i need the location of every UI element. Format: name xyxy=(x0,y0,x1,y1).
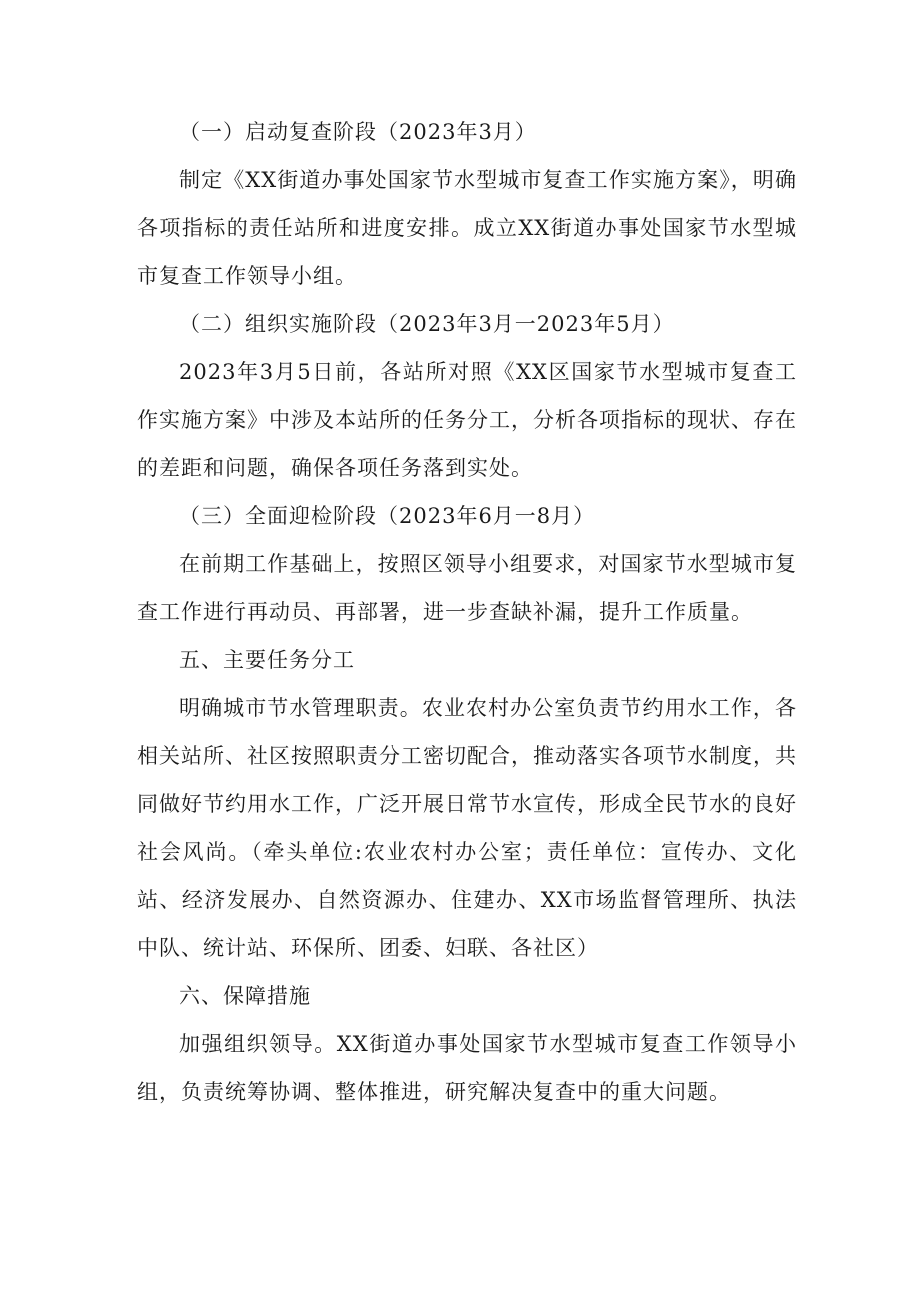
section5-heading: 五、主要任务分工 xyxy=(179,648,355,672)
phase3-heading: （三）全面迎检阶段（2023年6月一8月） xyxy=(179,504,596,528)
phase3-paragraph: 在前期工作基础上，按照区领导小组要求，对国家节水型城市复查工作进行再动员、再部署，进一步查缺补漏，提升工作质量。 xyxy=(137,552,797,624)
phase1-heading: （一）启动复查阶段（2023年3月） xyxy=(179,120,537,144)
phase2-heading: （二）组织实施阶段（2023年3月一2023年5月） xyxy=(179,312,675,336)
section5-paragraph: 明确城市节水管理职责。农业农村办公室负责节约用水工作，各相关站所、社区按照职责分工密切配合，推动落实各项节水制度，共同做好节约用水工作，广泛开展日常节水宣传，形成全民节水的良好社会风尚。（牵头单位:农业农村办公室；责任单位：宣传办、文化站、经济发展办、自然资源办、住建办、XX市场监督管理所、执法中队、统计站、环保所、团委、妇联、各社区） xyxy=(137,696,797,960)
phase2-paragraph: 2023年3月5日前，各站所对照《XX区国家节水型城市复查工作实施方案》中涉及本站所的任务分工，分析各项指标的现状、存在的差距和问题，确保各项任务落到实处。 xyxy=(137,360,797,480)
document-body xyxy=(137,108,797,1116)
section6-heading: 六、保障措施 xyxy=(179,984,311,1008)
phase1-paragraph: 制定《XX街道办事处国家节水型城市复查工作实施方案》，明确各项指标的责任站所和进度安排。成立XX街道办事处国家节水型城市复查工作领导小组。 xyxy=(137,168,797,288)
section6-paragraph: 加强组织领导。XX街道办事处国家节水型城市复查工作领导小组，负责统筹协调、整体推进，研究解决复查中的重大问题。 xyxy=(137,1032,797,1104)
